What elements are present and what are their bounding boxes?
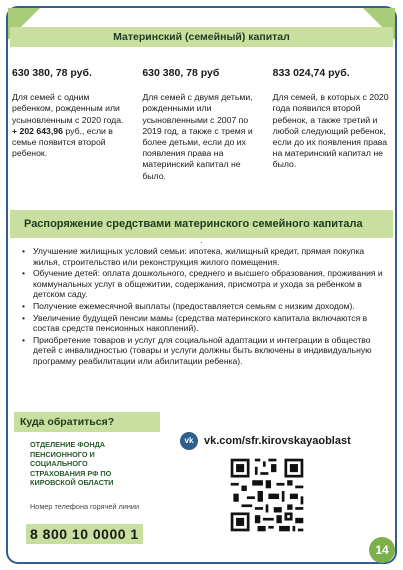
- vk-link[interactable]: [180, 432, 351, 450]
- amount-description: Для семей, в которых с 2020 года появился второй ребенок, а также третий и любой следующий ребенок, если до их появления права на материнский капитал не было.: [272, 92, 389, 170]
- vk-link-text[interactable]: vk.com/sfr.kirovskayaoblast: [204, 435, 351, 447]
- contacts-heading: Куда обратиться?: [14, 412, 160, 432]
- list-item: • Получение ежемесячной выплаты (предоставляется семьям с низким доходом).: [22, 301, 385, 312]
- amount-column: [273, 68, 393, 182]
- list-item: • Приобретение товаров и услуг для социальной адаптации и интеграции в общество детей с инвалидностью (товары и услуги должны быть включены в индивидуальную программу реабилитации или абилитации ребенка).: [22, 335, 385, 367]
- page-number-badge: 14: [369, 537, 395, 563]
- section-title: Распоряжение средствами материнского семейного капитала: [10, 210, 393, 238]
- list-item: • Увеличение будущей пенсии мамы (средства материнского капитала включаются в состав средств пенсионных накоплений).: [22, 313, 385, 334]
- organization-name: ОТДЕЛЕНИЕ ФОНДА ПЕНСИОННОГО И СОЦИАЛЬНОГО СТРАХОВАНИЯ РФ ПО КИРОВСКОЙ ОБЛАСТИ: [30, 440, 114, 487]
- amount-column: [12, 68, 132, 182]
- amount-value: 630 380, 78 руб.: [12, 67, 92, 79]
- amount-description: Для семей с двумя детьми, рожденными или усыновленными с 2007 по 2019 год, а также с тремя и более детьми, если до их появления права на материнский капитал не было.: [142, 92, 253, 181]
- phone-label: Номер телефона горячей линии: [30, 502, 140, 511]
- amount-columns: [12, 68, 393, 182]
- usage-list: [22, 246, 385, 368]
- qr-code-icon: [228, 456, 306, 534]
- decorative-dot: ·: [200, 238, 203, 247]
- amount-column: [142, 68, 262, 182]
- list-item: • Обучение детей: оплата дошкольного, среднего и высшего образования, проживания и коммунальных услуг в общежитии, содержания, присмотра и ухода за ребенком в детском саду.: [22, 268, 385, 300]
- amount-value: 630 380, 78 руб: [142, 67, 220, 79]
- vk-icon: vk: [180, 432, 198, 450]
- list-item: • Улучшение жилищных условий семьи: ипотека, жилищный кредит, прямая покупка жилья, строительство или реконструкция жилого помещения.: [22, 246, 385, 267]
- amount-description: Для семей с одним ребенком, рожденным или усыновленным с 2020 года.: [12, 92, 124, 125]
- phone-number[interactable]: 8 800 10 0000 1: [26, 524, 143, 544]
- amount-value: 833 024,74 руб.: [272, 67, 350, 79]
- section-title: Материнский (семейный) капитал: [10, 27, 393, 47]
- extra-amount: + 202 643,96: [12, 125, 63, 136]
- extra-description: руб., если в семье появится второй ребенок.: [12, 125, 113, 159]
